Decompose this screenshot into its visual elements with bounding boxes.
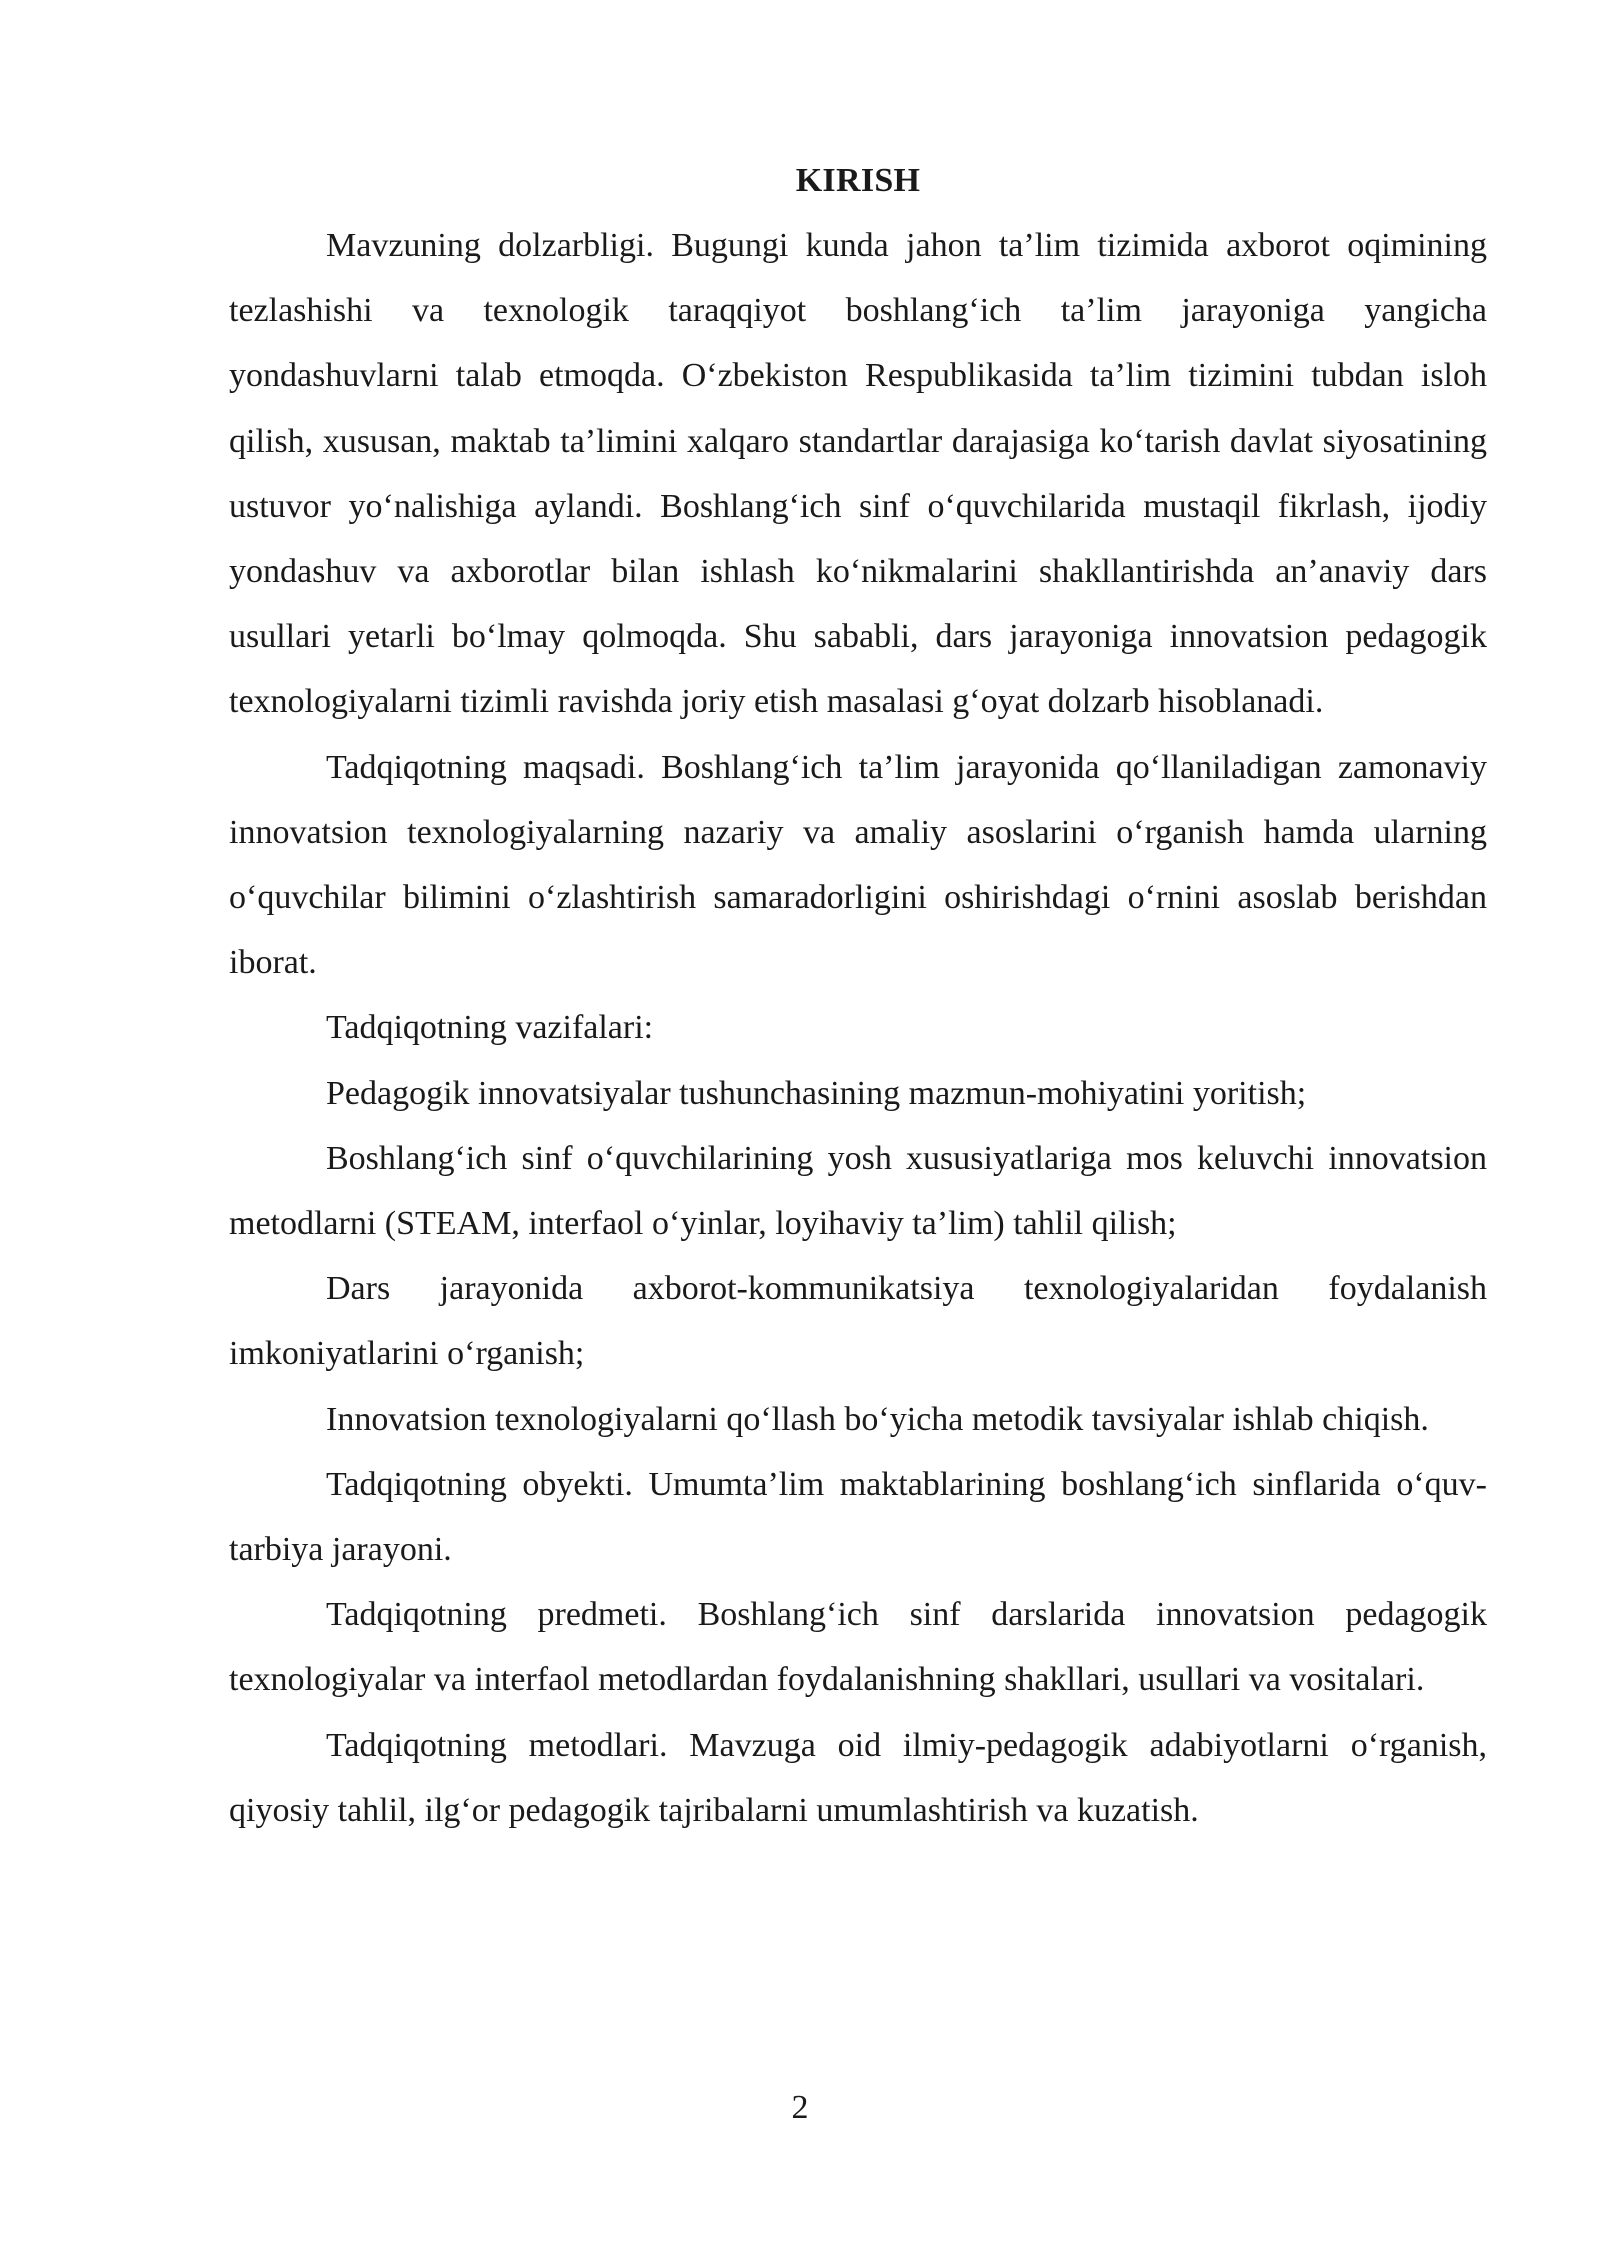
- section-title: KIRISH: [795, 162, 921, 199]
- paragraph-task-3: Dars jarayonida axborot-kommunikatsiya texnologiyalaridan foydalanish imkoniyatlarini o‘rganish;: [229, 1270, 1487, 1373]
- paragraph-methods: Tadqiqotning metodlari. Mavzuga oid ilmiy-pedagogik adabiyotlarni o‘rganish, qiyosiy tahlil, ilg‘or pedagogik tajribalarni umumlashtirish va kuzatish.: [229, 1726, 1487, 1829]
- paragraph-relevance: Mavzuning dolzarbligi. Bugungi kunda jahon ta’lim tizimida axborot oqimining tezlashishi va texnologik taraqqiyot boshlang‘ich ta’lim jarayoniga yangicha yondashuvlarni talab etmoqda. O‘zbekiston Respublikasida ta’lim tizimini tubdan isloh qilish, xususan, maktab ta’limini xalqaro standartlar darajasiga ko‘tarish davlat siyosatining ustuvor yo‘nalishiga aylandi. Boshlang‘ich sinf o‘quvchilarida mustaqil fikrlash, ijodiy yondashuv va axborotlar bilan ishlash ko‘nikmalarini shakllantirishda an’anaviy dars usullari yetarli bo‘lmay qolmoqda. Shu sababli, dars jarayoniga innovatsion pedagogik texnologiyalarni tizimli ravishda joriy etish masalasi g‘oyat dolzarb hisoblanadi.: [229, 227, 1487, 721]
- paragraph-task-4: Innovatsion texnologiyalarni qo‘llash bo‘yicha metodik tavsiyalar ishlab chiqish.: [326, 1400, 1429, 1438]
- paragraph-object: Tadqiqotning obyekti. Umumta’lim maktablarining boshlang‘ich sinflarida o‘quv-tarbiya jarayoni.: [229, 1465, 1487, 1569]
- paragraph-task-2: Boshlang‘ich sinf o‘quvchilarining yosh xususiyatlariga mos keluvchi innovatsion metodlarni (STEAM, interfaol o‘yinlar, loyihaviy ta’lim) tahlil qilish;: [229, 1139, 1487, 1243]
- page-number: 2: [791, 2089, 809, 2126]
- paragraph-tasks-heading: Tadqiqotning vazifalari:: [326, 1009, 654, 1047]
- paragraph-subject: Tadqiqotning predmeti. Boshlang‘ich sinf darslarida innovatsion pedagogik texnologiyalar va interfaol metodlardan foydalanishning shakllari, usullari va vositalari.: [229, 1596, 1487, 1699]
- paragraph-task-1: Pedagogik innovatsiyalar tushunchasining mazmun-mohiyatini yoritish;: [326, 1074, 1307, 1112]
- paragraph-goal: Tadqiqotning maqsadi. Boshlang‘ich ta’lim jarayonida qo‘llaniladigan zamonaviy innovatsion texnologiyalarning nazariy va amaliy asoslarini o‘rganish hamda ularning o‘quvchilar bilimini o‘zlashtirish samaradorligini oshirishdagi o‘rnini asoslab berishdan iborat.: [229, 748, 1487, 982]
- page-content: [229, 148, 1487, 1843]
